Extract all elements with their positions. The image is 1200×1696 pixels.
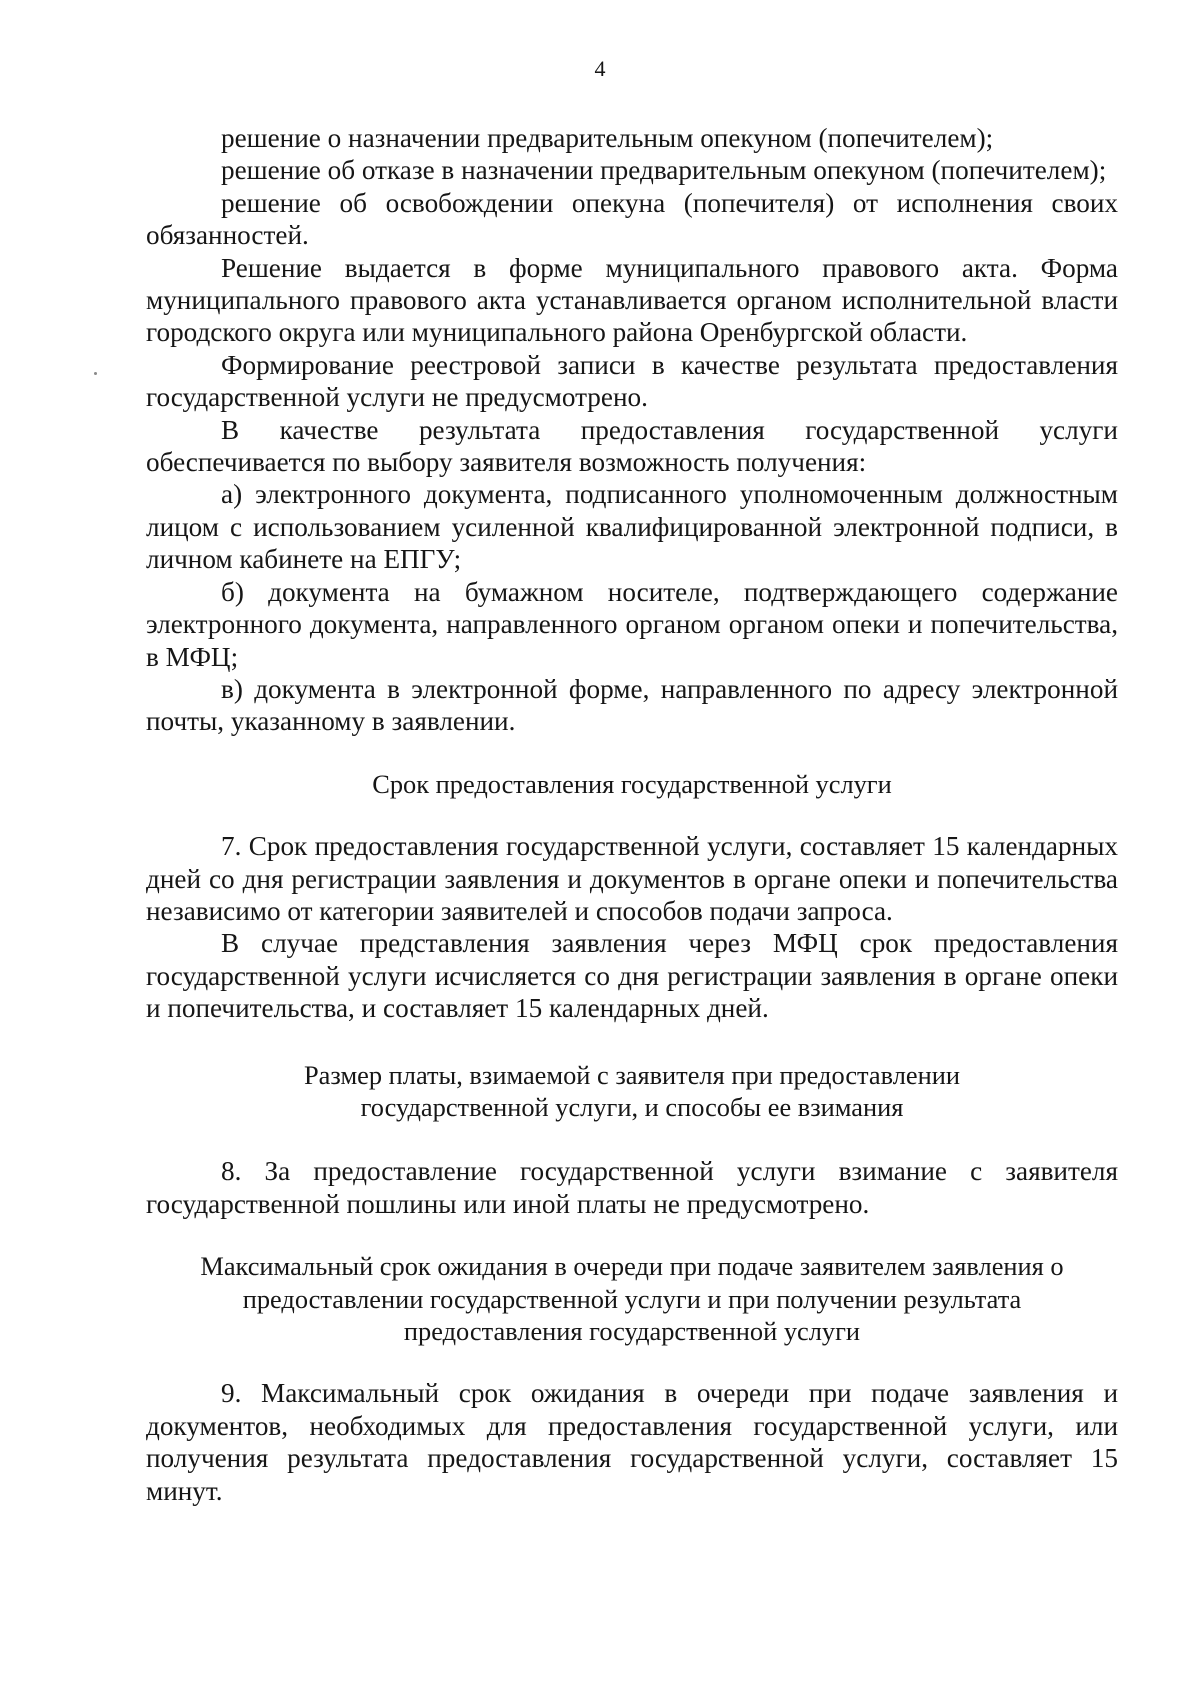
heading-line: предоставления государственной услуги — [403, 1316, 861, 1346]
scan-speck — [94, 372, 97, 375]
paragraph-mfc-term: В случае представления заявления через МФЦ срок предоставления государственной услуги исчисляется со дня регистрации заявления в органе опеки и попечительства, и составляет 15 календарных дней. — [146, 928, 1118, 1024]
paragraph-result-options: В качестве результата предоставления государственной услуги обеспечивается по выбору заявителя возможность получения: — [146, 414, 1118, 478]
list-item-email-document: в) документа в электронной форме, направленного по адресу электронной почты, указанному в заявлении. — [146, 673, 1118, 737]
section-heading-queue-time — [146, 1250, 1118, 1347]
paragraph-guardian-appointment-decision: решение о назначении предварительным опекуном (попечителем); — [221, 123, 994, 153]
paragraph-decision-form: Решение выдается в форме муниципального правового акта. Форма муниципального правового акта устанавливается органом исполнительной власти городского округа или муниципального района Оренбургской области. — [146, 252, 1118, 348]
paragraph-registry-record: Формирование реестровой записи в качестве результата предоставления государственной услуги не предусмотрено. — [146, 349, 1118, 413]
paragraph-7-service-term: 7. Срок предоставления государственной услуги, составляет 15 календарных дней со дня регистрации заявления и документов в органе опеки и попечительства независимо от категории заявителей и способов подачи запроса. — [146, 831, 1118, 926]
paragraph-8-fee: 8. За предоставление государственной услуги взимание с заявителя государственной пошлины или иной платы не предусмотрено. — [146, 1156, 1118, 1219]
paragraph-9-queue-time: 9. Максимальный срок ожидания в очереди при подаче заявления и документов, необходимых для предоставления государственной услуги, или получения результата предоставления государственной услуги, составляет 15 минут. — [146, 1378, 1118, 1506]
paragraph-guardian-release-decision: решение об освобождении опекуна (попечителя) от исполнения своих обязанностей. — [146, 187, 1118, 251]
heading-line: Максимальный срок ожидания в очереди при подаче заявителем заявления о — [200, 1251, 1064, 1282]
list-item-paper-document: б) документа на бумажном носителе, подтверждающего содержание электронного документа, направленного органом органом опеки и попечительства, в МФЦ; — [146, 576, 1118, 672]
document-body — [146, 122, 1118, 1507]
heading-line: государственной услуги, и способы ее взимания — [360, 1091, 904, 1122]
paragraph-guardian-refusal-decision: решение об отказе в назначении предварительным опекуном (попечителем); — [221, 155, 1107, 186]
page-number: 4 — [594, 56, 606, 81]
heading-line: предоставлении государственной услуги и при получении результата — [242, 1283, 1022, 1314]
section-heading-fee — [146, 1059, 1118, 1124]
heading-line: Срок предоставления государственной услуги — [372, 768, 892, 799]
list-item-electronic-document: а) электронного документа, подписанного уполномоченным должностным лицом с использованием усиленной квалифицированной электронной подписи, в личном кабинете на ЕПГУ; — [146, 479, 1118, 575]
heading-line: Размер платы, взимаемой с заявителя при предоставлении — [304, 1059, 960, 1090]
section-heading-service-term — [146, 768, 1118, 800]
